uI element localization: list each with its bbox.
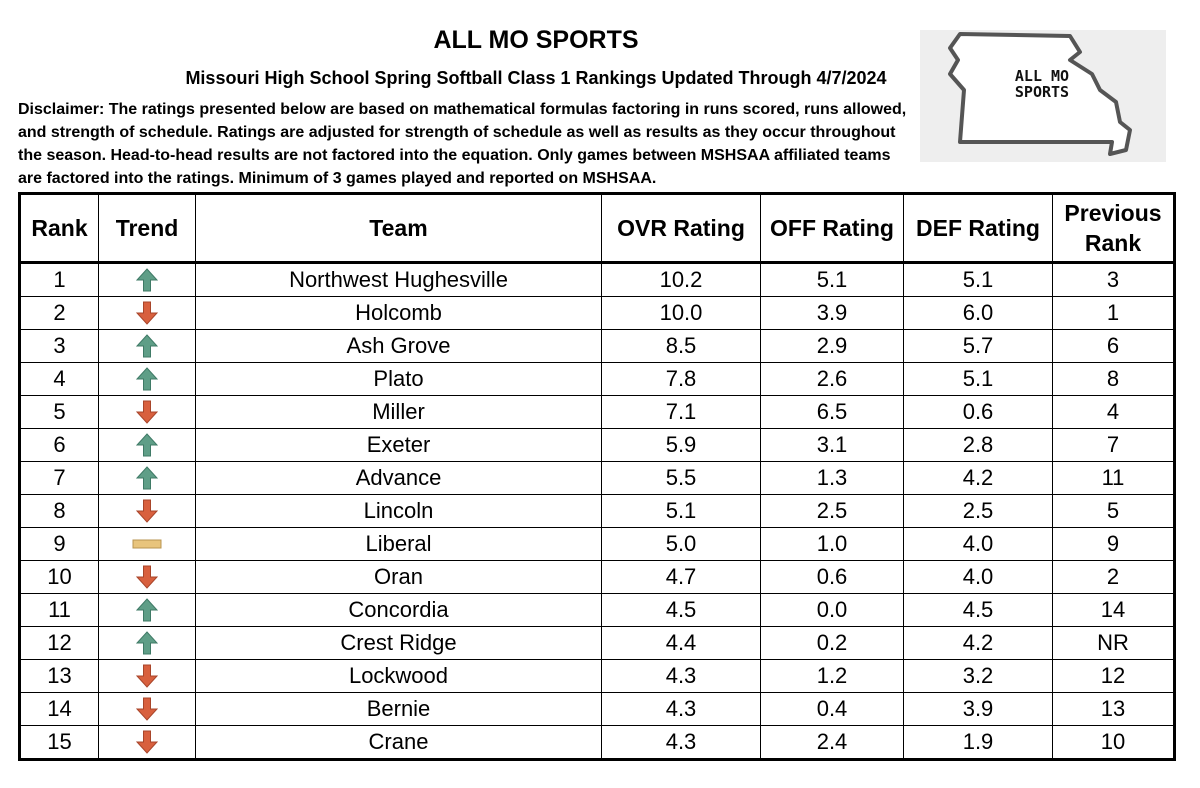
previous-rank-cell: 8 xyxy=(1053,363,1175,396)
team-cell: Oran xyxy=(196,561,602,594)
team-cell: Ash Grove xyxy=(196,330,602,363)
table-row xyxy=(20,263,1175,297)
previous-rank-cell: 3 xyxy=(1053,263,1175,297)
off-rating-cell: 2.6 xyxy=(761,363,904,396)
def-rating-cell: 3.9 xyxy=(904,693,1053,726)
off-rating-cell: 0.2 xyxy=(761,627,904,660)
trend-down-arrow-icon xyxy=(99,565,195,589)
trend-down-arrow-icon xyxy=(99,301,195,325)
previous-rank-cell: 12 xyxy=(1053,660,1175,693)
column-header-trend: Trend xyxy=(99,194,196,263)
off-rating-cell: 1.3 xyxy=(761,462,904,495)
trend-up-arrow-icon xyxy=(99,268,195,292)
trend-cell xyxy=(99,429,196,462)
ovr-rating-cell: 4.7 xyxy=(602,561,761,594)
rank-cell: 9 xyxy=(20,528,99,561)
ovr-rating-cell: 4.3 xyxy=(602,726,761,760)
rank-cell: 11 xyxy=(20,594,99,627)
rank-cell: 6 xyxy=(20,429,99,462)
rank-cell: 8 xyxy=(20,495,99,528)
def-rating-cell: 4.5 xyxy=(904,594,1053,627)
table-row xyxy=(20,660,1175,693)
ovr-rating-cell: 10.2 xyxy=(602,263,761,297)
rank-cell: 4 xyxy=(20,363,99,396)
ovr-rating-cell: 7.8 xyxy=(602,363,761,396)
column-header-previous-rank: Previous Rank xyxy=(1053,194,1175,263)
off-rating-cell: 1.0 xyxy=(761,528,904,561)
off-rating-cell: 3.1 xyxy=(761,429,904,462)
rank-cell: 14 xyxy=(20,693,99,726)
trend-cell xyxy=(99,726,196,760)
ovr-rating-cell: 5.0 xyxy=(602,528,761,561)
ovr-rating-cell: 5.1 xyxy=(602,495,761,528)
ovr-rating-cell: 7.1 xyxy=(602,396,761,429)
previous-rank-cell: NR xyxy=(1053,627,1175,660)
rank-cell: 10 xyxy=(20,561,99,594)
table-row xyxy=(20,330,1175,363)
team-cell: Plato xyxy=(196,363,602,396)
previous-rank-cell: 9 xyxy=(1053,528,1175,561)
def-rating-cell: 4.2 xyxy=(904,462,1053,495)
previous-rank-cell: 6 xyxy=(1053,330,1175,363)
column-header-def-rating: DEF Rating xyxy=(904,194,1053,263)
trend-cell xyxy=(99,660,196,693)
trend-cell xyxy=(99,263,196,297)
table-row xyxy=(20,594,1175,627)
off-rating-cell: 2.4 xyxy=(761,726,904,760)
all-mo-sports-logo xyxy=(920,30,1166,162)
trend-cell xyxy=(99,396,196,429)
previous-rank-cell: 14 xyxy=(1053,594,1175,627)
rank-cell: 12 xyxy=(20,627,99,660)
def-rating-cell: 5.1 xyxy=(904,363,1053,396)
rank-cell: 15 xyxy=(20,726,99,760)
team-cell: Lincoln xyxy=(196,495,602,528)
trend-cell xyxy=(99,330,196,363)
table-row xyxy=(20,462,1175,495)
off-rating-cell: 0.0 xyxy=(761,594,904,627)
trend-up-arrow-icon xyxy=(99,598,195,622)
rank-cell: 13 xyxy=(20,660,99,693)
trend-up-arrow-icon xyxy=(99,631,195,655)
rank-cell: 2 xyxy=(20,297,99,330)
trend-down-arrow-icon xyxy=(99,664,195,688)
trend-up-arrow-icon xyxy=(99,466,195,490)
def-rating-cell: 0.6 xyxy=(904,396,1053,429)
ovr-rating-cell: 8.5 xyxy=(602,330,761,363)
trend-up-arrow-icon xyxy=(99,334,195,358)
team-cell: Concordia xyxy=(196,594,602,627)
off-rating-cell: 0.6 xyxy=(761,561,904,594)
trend-down-arrow-icon xyxy=(99,730,195,754)
team-cell: Miller xyxy=(196,396,602,429)
column-header-team: Team xyxy=(196,194,602,263)
previous-rank-cell: 7 xyxy=(1053,429,1175,462)
off-rating-cell: 5.1 xyxy=(761,263,904,297)
table-row xyxy=(20,561,1175,594)
previous-rank-cell: 4 xyxy=(1053,396,1175,429)
previous-rank-cell: 13 xyxy=(1053,693,1175,726)
def-rating-cell: 4.2 xyxy=(904,627,1053,660)
trend-down-arrow-icon xyxy=(99,499,195,523)
logo-line-2: SPORTS xyxy=(1014,83,1070,101)
previous-rank-cell: 5 xyxy=(1053,495,1175,528)
def-rating-cell: 5.7 xyxy=(904,330,1053,363)
trend-cell xyxy=(99,561,196,594)
logo-text xyxy=(982,68,1102,100)
previous-rank-cell: 1 xyxy=(1053,297,1175,330)
def-rating-cell: 5.1 xyxy=(904,263,1053,297)
trend-cell xyxy=(99,627,196,660)
column-header-rank: Rank xyxy=(20,194,99,263)
team-cell: Crest Ridge xyxy=(196,627,602,660)
logo-line-1: ALL MO xyxy=(1014,67,1070,85)
team-cell: Bernie xyxy=(196,693,602,726)
trend-up-arrow-icon xyxy=(99,367,195,391)
table-row xyxy=(20,528,1175,561)
off-rating-cell: 2.9 xyxy=(761,330,904,363)
disclaimer-text: Disclaimer: The ratings presented below are based on mathematical formulas factoring in runs scored, runs allowed, and strength of schedule. Ratings are adjusted for strength of schedule as well as results as they occur throughout the season. Head-to-head results are not factored into the equation. Only games between MSHSAA affiliated teams are factored into the ratings. Minimum of 3 games played and reported on MSHSAA. xyxy=(18,101,907,187)
ovr-rating-cell: 4.3 xyxy=(602,660,761,693)
previous-rank-cell: 11 xyxy=(1053,462,1175,495)
def-rating-cell: 2.5 xyxy=(904,495,1053,528)
trend-cell xyxy=(99,297,196,330)
ovr-rating-cell: 10.0 xyxy=(602,297,761,330)
trend-cell xyxy=(99,462,196,495)
team-cell: Liberal xyxy=(196,528,602,561)
previous-rank-cell: 10 xyxy=(1053,726,1175,760)
trend-up-arrow-icon xyxy=(99,433,195,457)
rank-cell: 5 xyxy=(20,396,99,429)
def-rating-cell: 4.0 xyxy=(904,561,1053,594)
trend-cell xyxy=(99,594,196,627)
team-cell: Crane xyxy=(196,726,602,760)
table-header-row xyxy=(20,194,1175,263)
page-subtitle: Missouri High School Spring Softball Class 1 Rankings Updated Through 4/7/2024 xyxy=(185,68,887,88)
def-rating-cell: 4.0 xyxy=(904,528,1053,561)
team-cell: Northwest Hughesville xyxy=(196,263,602,297)
ovr-rating-cell: 4.3 xyxy=(602,693,761,726)
page-title: ALL MO SPORTS xyxy=(433,26,639,54)
table-row xyxy=(20,396,1175,429)
rank-cell: 1 xyxy=(20,263,99,297)
table-row xyxy=(20,363,1175,396)
team-cell: Lockwood xyxy=(196,660,602,693)
trend-cell xyxy=(99,495,196,528)
table-row xyxy=(20,297,1175,330)
trend-cell xyxy=(99,363,196,396)
team-cell: Holcomb xyxy=(196,297,602,330)
previous-rank-cell: 2 xyxy=(1053,561,1175,594)
off-rating-cell: 0.4 xyxy=(761,693,904,726)
def-rating-cell: 2.8 xyxy=(904,429,1053,462)
def-rating-cell: 1.9 xyxy=(904,726,1053,760)
trend-cell xyxy=(99,528,196,561)
off-rating-cell: 6.5 xyxy=(761,396,904,429)
def-rating-cell: 3.2 xyxy=(904,660,1053,693)
trend-down-arrow-icon xyxy=(99,697,195,721)
rank-cell: 7 xyxy=(20,462,99,495)
trend-unchanged-icon xyxy=(99,538,195,550)
table-row xyxy=(20,693,1175,726)
def-rating-cell: 6.0 xyxy=(904,297,1053,330)
rankings-table xyxy=(18,192,1176,761)
column-header-off-rating: OFF Rating xyxy=(761,194,904,263)
off-rating-cell: 2.5 xyxy=(761,495,904,528)
table-row xyxy=(20,429,1175,462)
ovr-rating-cell: 4.4 xyxy=(602,627,761,660)
off-rating-cell: 3.9 xyxy=(761,297,904,330)
trend-down-arrow-icon xyxy=(99,400,195,424)
table-row xyxy=(20,495,1175,528)
table-row xyxy=(20,627,1175,660)
off-rating-cell: 1.2 xyxy=(761,660,904,693)
rank-cell: 3 xyxy=(20,330,99,363)
team-cell: Advance xyxy=(196,462,602,495)
ovr-rating-cell: 5.5 xyxy=(602,462,761,495)
trend-cell xyxy=(99,693,196,726)
team-cell: Exeter xyxy=(196,429,602,462)
rankings-body xyxy=(20,263,1175,760)
table-row xyxy=(20,726,1175,760)
ovr-rating-cell: 4.5 xyxy=(602,594,761,627)
ovr-rating-cell: 5.9 xyxy=(602,429,761,462)
column-header-ovr-rating: OVR Rating xyxy=(602,194,761,263)
